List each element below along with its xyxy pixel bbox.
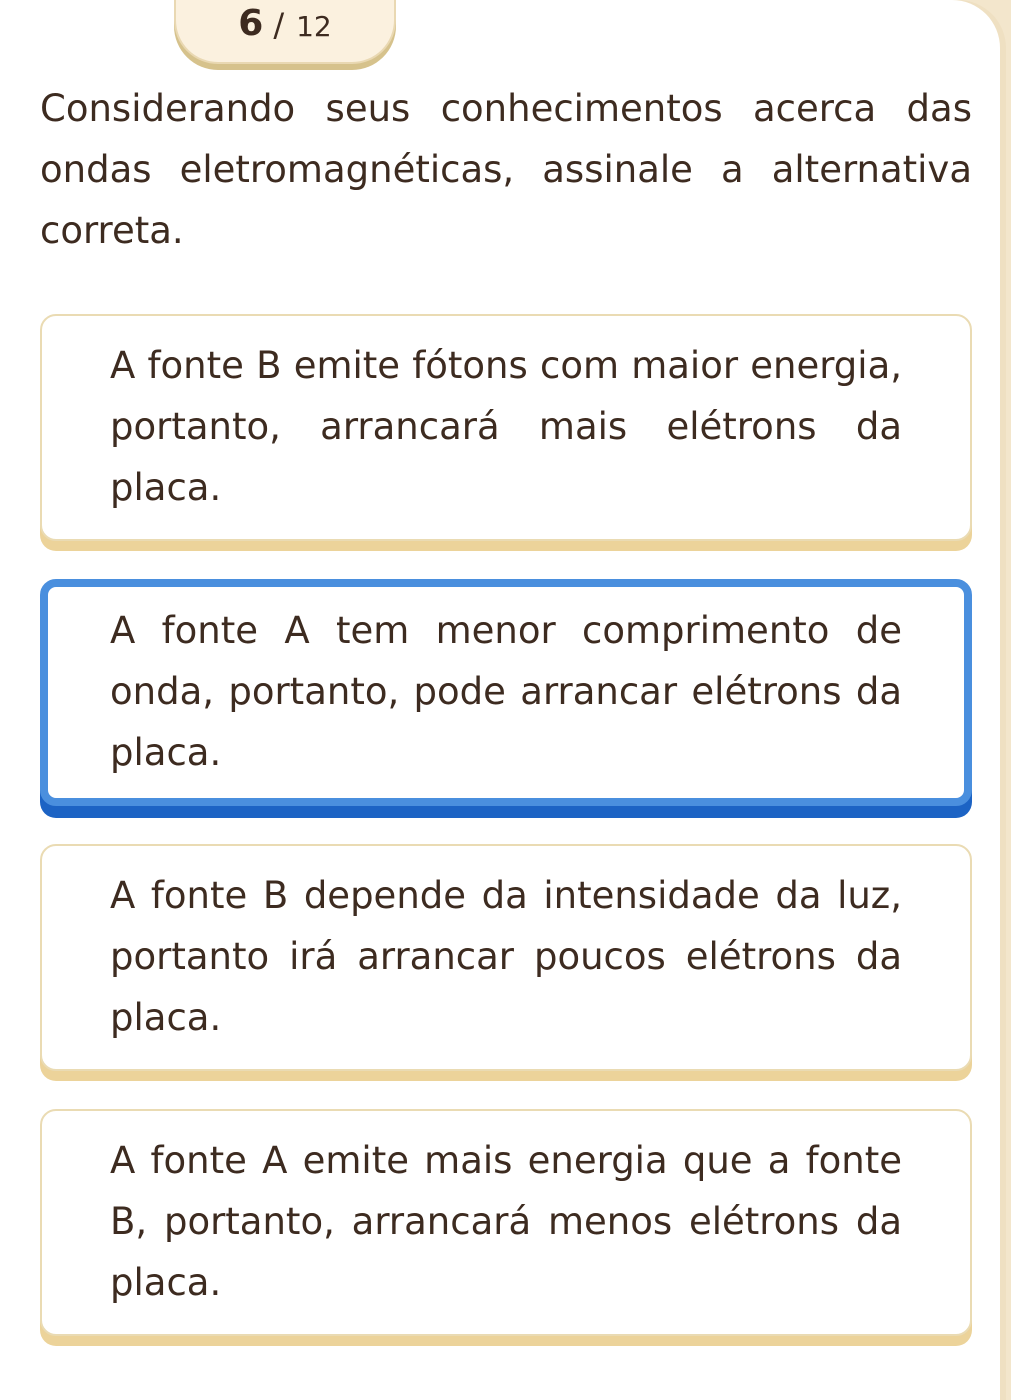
answer-option-1-text: A fonte B emite fótons com maior energia, portanto, arrancará mais elétrons da placa. (110, 344, 902, 509)
answer-options (40, 314, 972, 1336)
answer-option-2-text: A fonte A tem menor comprimento de onda, portanto, pode arrancar elétrons da placa. (110, 609, 902, 774)
question-counter (174, 0, 396, 64)
answer-option-4[interactable] (40, 1109, 972, 1336)
total-questions-number: 12 (296, 10, 332, 43)
answer-option-3[interactable] (40, 844, 972, 1071)
current-question-number: 6 (238, 3, 264, 44)
question-text: Considerando seus conhecimentos acerca das ondas eletromagnéticas, assinale a alternativa correta. (40, 87, 972, 252)
counter-separator: / (273, 6, 285, 44)
answer-option-3-text: A fonte B depende da intensidade da luz, portanto irá arrancar poucos elétrons da placa. (110, 874, 902, 1039)
answer-option-2[interactable] (40, 579, 972, 806)
answer-option-4-text: A fonte A emite mais energia que a fonte B, portanto, arrancará menos elétrons da placa. (110, 1139, 902, 1304)
answer-option-1[interactable] (40, 314, 972, 541)
